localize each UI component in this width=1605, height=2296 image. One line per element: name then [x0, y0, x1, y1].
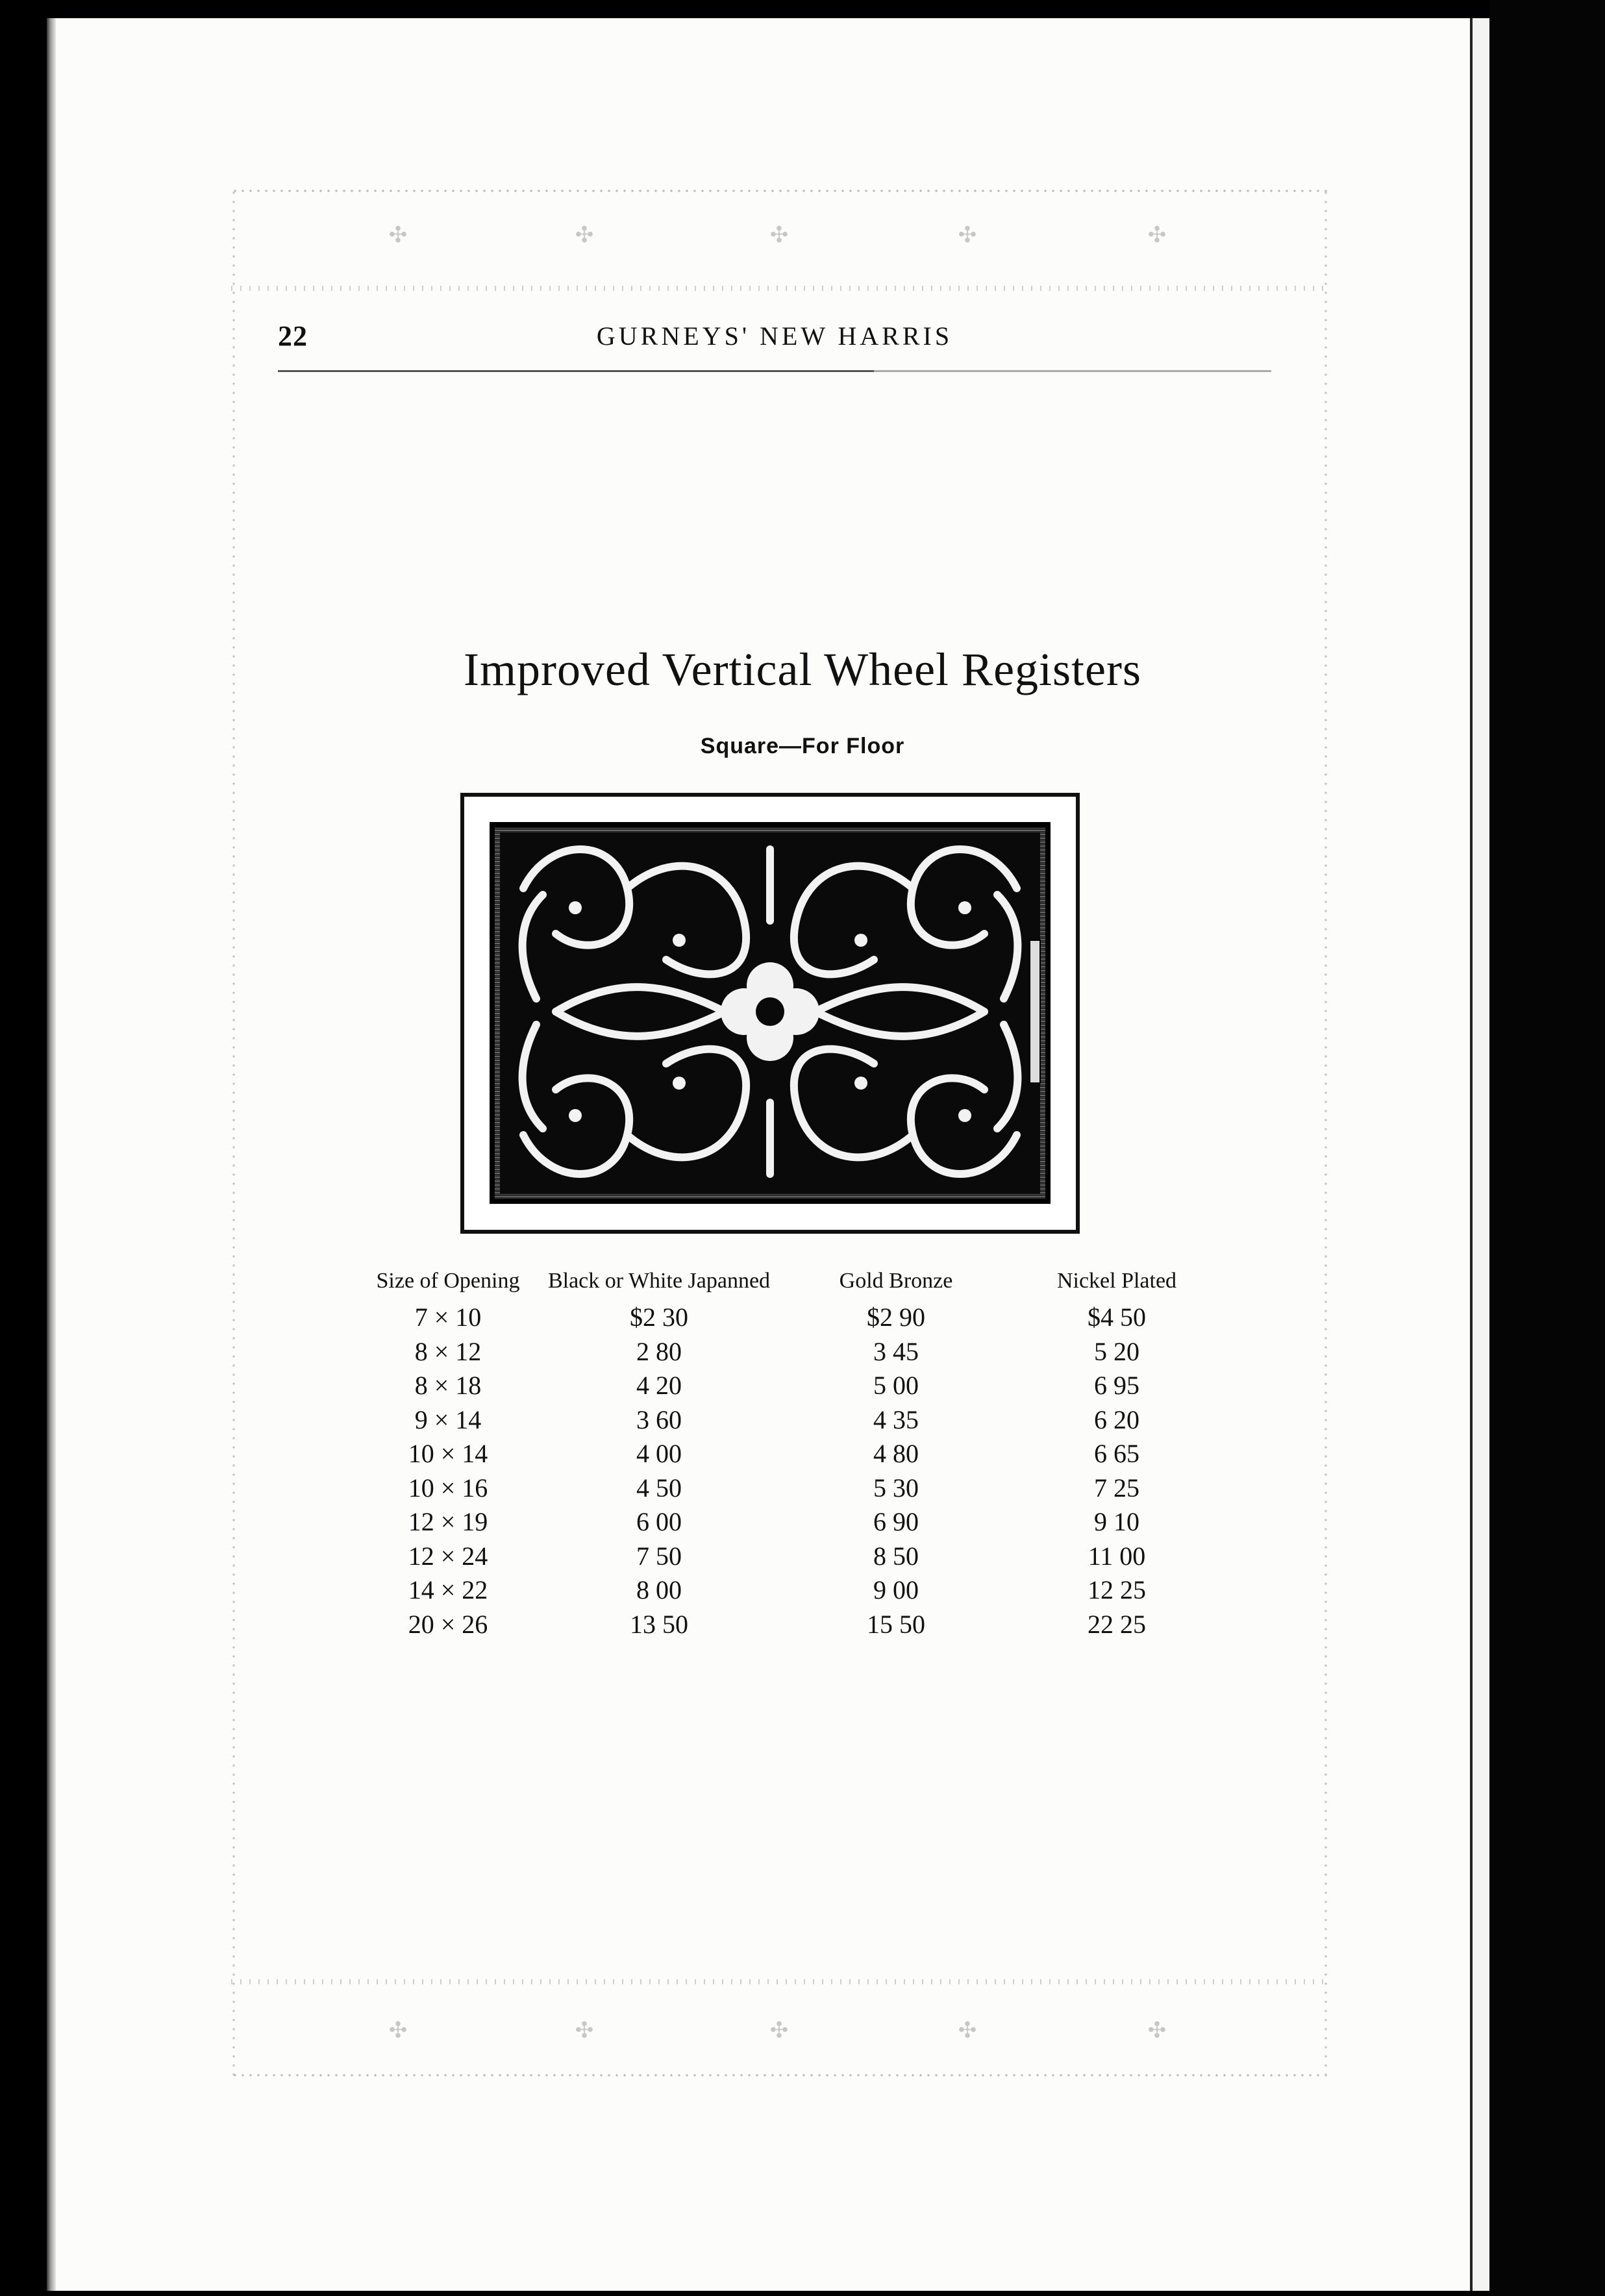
black-white-price: 7 50 [636, 1541, 682, 1571]
rosette-icon: ✣ [769, 223, 789, 247]
black-white-price: 2 80 [636, 1336, 682, 1366]
black-white-price: 4 50 [636, 1473, 682, 1503]
nickel-price: 6 95 [1094, 1371, 1139, 1400]
rosette-icon: ✣ [575, 223, 594, 247]
table-row [364, 1335, 1227, 1369]
rosette-icon: ✣ [388, 2019, 408, 2043]
rosette-icon: ✣ [575, 2019, 594, 2043]
table-row [364, 1573, 1227, 1608]
table-row [364, 1505, 1227, 1540]
table-row [364, 1403, 1227, 1438]
page-number: 22 [278, 320, 308, 352]
facing-page-edge [1470, 18, 1492, 2291]
page-gutter [47, 18, 56, 2291]
border-left [231, 188, 236, 2078]
size-cell: 14 × 22 [408, 1575, 488, 1604]
table-row [364, 1540, 1227, 1574]
rosette-icon: ✣ [958, 223, 977, 247]
black-white-price: 6 00 [636, 1507, 682, 1536]
rosette-icon: ✣ [1147, 2019, 1167, 2043]
header-black-or-white-japanned: Black or White Japanned [547, 1269, 771, 1293]
border-right [1323, 188, 1328, 2078]
nickel-price: 12 25 [1088, 1575, 1146, 1604]
size-cell: 20 × 26 [408, 1609, 488, 1639]
table-header-row [364, 1269, 1227, 1301]
table-row [364, 1608, 1227, 1642]
gold-price: 6 90 [873, 1507, 919, 1536]
nickel-price: $4 50 [1088, 1303, 1146, 1332]
border-bottom-dots [231, 2073, 1328, 2078]
floor-register-scrollwork-icon [458, 791, 1082, 1236]
black-white-price: $2 30 [630, 1303, 688, 1332]
size-cell: 8 × 18 [414, 1371, 482, 1400]
gold-price: 4 35 [873, 1404, 919, 1434]
gold-price: 15 50 [867, 1609, 925, 1639]
header-gold-bronze: Gold Bronze [839, 1269, 953, 1293]
page-header [278, 313, 1271, 365]
rosette-icon: ✣ [1147, 223, 1167, 247]
rosette-icon: ✣ [769, 2019, 789, 2043]
gold-price: 3 45 [873, 1336, 919, 1366]
gold-price: 5 00 [873, 1371, 919, 1400]
gold-price: 4 80 [873, 1439, 919, 1468]
gold-price: 5 30 [873, 1473, 919, 1503]
border-top-dots [231, 188, 1328, 193]
header-rule [278, 370, 1271, 372]
nickel-price: 5 20 [1094, 1336, 1139, 1366]
size-cell: 12 × 24 [408, 1541, 488, 1571]
page-subtitle: Square—For Floor [700, 734, 905, 758]
price-table [364, 1269, 1227, 1641]
table-row [364, 1301, 1227, 1335]
scan-background [1489, 0, 1605, 2296]
nickel-price: 7 25 [1094, 1473, 1139, 1503]
nickel-price: 6 65 [1094, 1439, 1139, 1468]
rosette-icon: ✣ [958, 2019, 977, 2043]
header-nickel-plated: Nickel Plated [1056, 1269, 1177, 1293]
nickel-price: 9 10 [1094, 1507, 1139, 1536]
running-head: GURNEYS' NEW HARRIS [596, 321, 953, 351]
gold-price: $2 90 [867, 1303, 925, 1332]
border-top-dashes [231, 286, 1328, 291]
size-cell: 8 × 12 [414, 1336, 482, 1366]
nickel-price: 6 20 [1094, 1404, 1139, 1434]
table-row [364, 1369, 1227, 1403]
gold-price: 8 50 [873, 1541, 919, 1571]
page-title: Improved Vertical Wheel Registers [463, 643, 1142, 695]
nickel-price: 22 25 [1088, 1609, 1146, 1639]
size-cell: 7 × 10 [414, 1303, 482, 1332]
black-white-price: 4 00 [636, 1439, 682, 1468]
nickel-price: 11 00 [1088, 1541, 1146, 1571]
size-cell: 12 × 19 [408, 1507, 488, 1536]
border-bottom-dashes [231, 1979, 1328, 1984]
black-white-price: 8 00 [636, 1575, 682, 1604]
table-row [364, 1437, 1227, 1471]
gold-price: 9 00 [873, 1575, 919, 1604]
size-cell: 10 × 14 [408, 1439, 488, 1468]
header-size-of-opening: Size of Opening [376, 1269, 520, 1293]
black-white-price: 13 50 [630, 1609, 688, 1639]
black-white-price: 4 20 [636, 1371, 682, 1400]
size-cell: 9 × 14 [414, 1404, 482, 1434]
rosette-icon: ✣ [388, 223, 408, 247]
table-row [364, 1471, 1227, 1506]
size-cell: 10 × 16 [408, 1473, 488, 1503]
black-white-price: 3 60 [636, 1404, 682, 1434]
